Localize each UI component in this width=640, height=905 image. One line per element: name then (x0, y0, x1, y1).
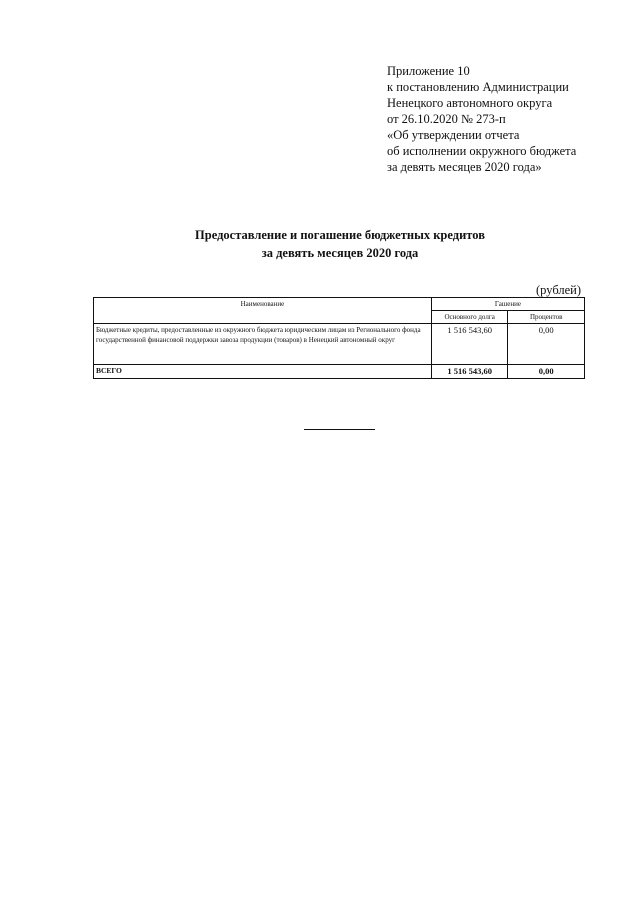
appendix-line: Приложение 10 (387, 64, 470, 78)
unit-label: (рублей) (536, 283, 582, 297)
appendix-line: за девять месяцев 2020 года» (387, 160, 542, 174)
total-row (94, 365, 585, 379)
header-name: Наименование (94, 298, 432, 324)
header-interest: Процентов (508, 311, 585, 324)
row-principal: 1 516 543,60 (431, 324, 508, 365)
appendix-line: к постановлению Администрации (387, 80, 569, 94)
row-name: Бюджетные кредиты, предоставленные из окружного бюджета юридическим лицам из Регионального фонда государственной финансовой поддержки завоза продукции (товаров) в Ненецкий автономный округ (94, 324, 432, 365)
appendix-line: Ненецкого автономного округа (387, 96, 553, 110)
document-title-line-2: за девять месяцев 2020 года (261, 246, 419, 260)
header-repayment: Гашение (431, 298, 584, 311)
closing-separator-line (304, 429, 375, 430)
table-row (94, 324, 585, 365)
row-interest: 0,00 (508, 324, 585, 365)
appendix-line: об исполнении окружного бюджета (387, 144, 577, 158)
appendix-line: «Об утверждении отчета (387, 128, 520, 142)
header-principal: Основного долга (431, 311, 508, 324)
total-principal: 1 516 543,60 (431, 365, 508, 379)
total-label: ВСЕГО (94, 365, 432, 379)
document-title-line-1: Предоставление и погашение бюджетных кредитов (195, 228, 485, 242)
total-interest: 0,00 (508, 365, 585, 379)
credits-table (93, 297, 585, 379)
appendix-block (387, 63, 576, 175)
appendix-line: от 26.10.2020 № 273-п (387, 112, 506, 126)
